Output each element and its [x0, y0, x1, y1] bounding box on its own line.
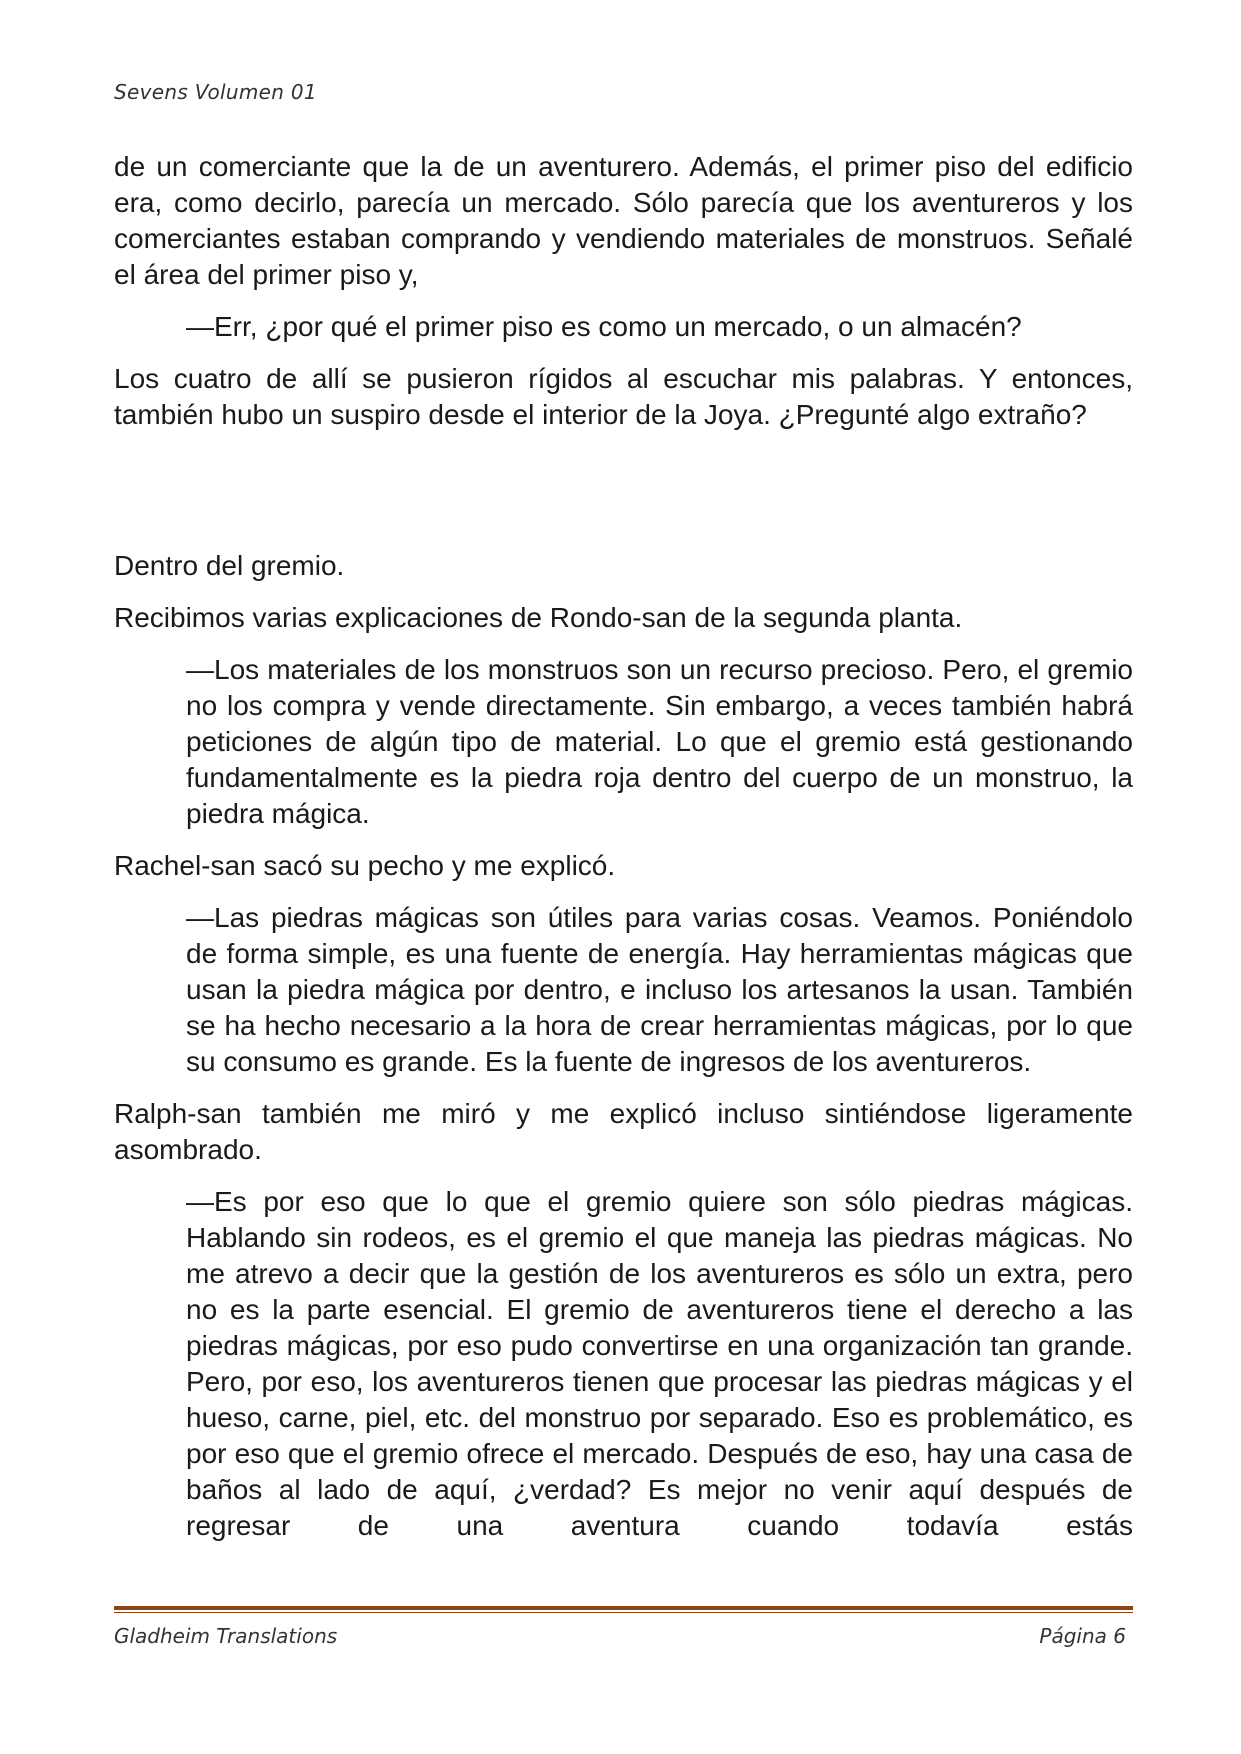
- footer-divider: [114, 1606, 1133, 1610]
- body-text: [114, 149, 1133, 1560]
- paragraph-narration: de un comerciante que la de un aventurero. Además, el primer piso del edificio era, como decirlo, parecía un mercado. Sólo parecía que los aventureros y los comerciantes estaban comprando y vendiendo materiales de monstruos. Señalé el área del primer piso y,: [114, 151, 1133, 290]
- footer-publisher: Gladheim Translations: [114, 1624, 338, 1648]
- footer-page-number: Página 6: [1039, 1624, 1126, 1648]
- paragraph-narration: Rachel-san sacó su pecho y me explicó.: [114, 850, 616, 881]
- paragraph-narration: Ralph-san también me miró y me explicó incluso sintiéndose ligeramente asombrado.: [114, 1098, 1133, 1165]
- paragraph-narration: Recibimos varias explicaciones de Rondo-san de la segunda planta.: [114, 602, 963, 633]
- paragraph-narration: Dentro del gremio.: [114, 550, 345, 581]
- section-break: [114, 449, 1133, 532]
- paragraph-dialogue: —Las piedras mágicas son útiles para varias cosas. Veamos. Poniéndolo de forma simple, es una fuente de energía. Hay herramientas mágicas que usan la piedra mágica por dentro, e incluso los artesanos la usan. También se ha hecho necesario a la hora de crear herramientas mágicas, por lo que su consumo es grande. Es la fuente de ingresos de los aventureros.: [186, 902, 1133, 1077]
- paragraph-dialogue: —Es por eso que lo que el gremio quiere son sólo piedras mágicas. Hablando sin rodeos, es el gremio el que maneja las piedras mágicas. No me atrevo a decir que la gestión de los aventureros es sólo un extra, pero no es la parte esencial. El gremio de aventureros tiene el derecho a las piedras mágicas, por eso pudo convertirse en una organización tan grande. Pero, por eso, los aventureros tienen que procesar las piedras mágicas y el hueso, carne, piel, etc. del monstruo por separado. Eso es problemático, es por eso que el gremio ofrece el mercado. Después de eso, hay una casa de baños al lado de aquí, ¿verdad? Es mejor no venir aquí después de regresar de una aventura cuando todavía estás: [186, 1186, 1133, 1541]
- paragraph-dialogue: —Err, ¿por qué el primer piso es como un mercado, o un almacén?: [186, 311, 1022, 342]
- paragraph-narration: Los cuatro de allí se pusieron rígidos al escuchar mis palabras. Y entonces, también hubo un suspiro desde el interior de la Joya. ¿Pregunté algo extraño?: [114, 363, 1133, 430]
- footer-divider-thin: [114, 1612, 1133, 1613]
- paragraph-dialogue: —Los materiales de los monstruos son un recurso precioso. Pero, el gremio no los compra y vende directamente. Sin embargo, a veces también habrá peticiones de algún tipo de material. Lo que el gremio está gestionando fundamentalmente es la piedra roja dentro del cuerpo de un monstruo, la piedra mágica.: [186, 654, 1133, 829]
- running-header: Sevens Volumen 01: [114, 80, 317, 104]
